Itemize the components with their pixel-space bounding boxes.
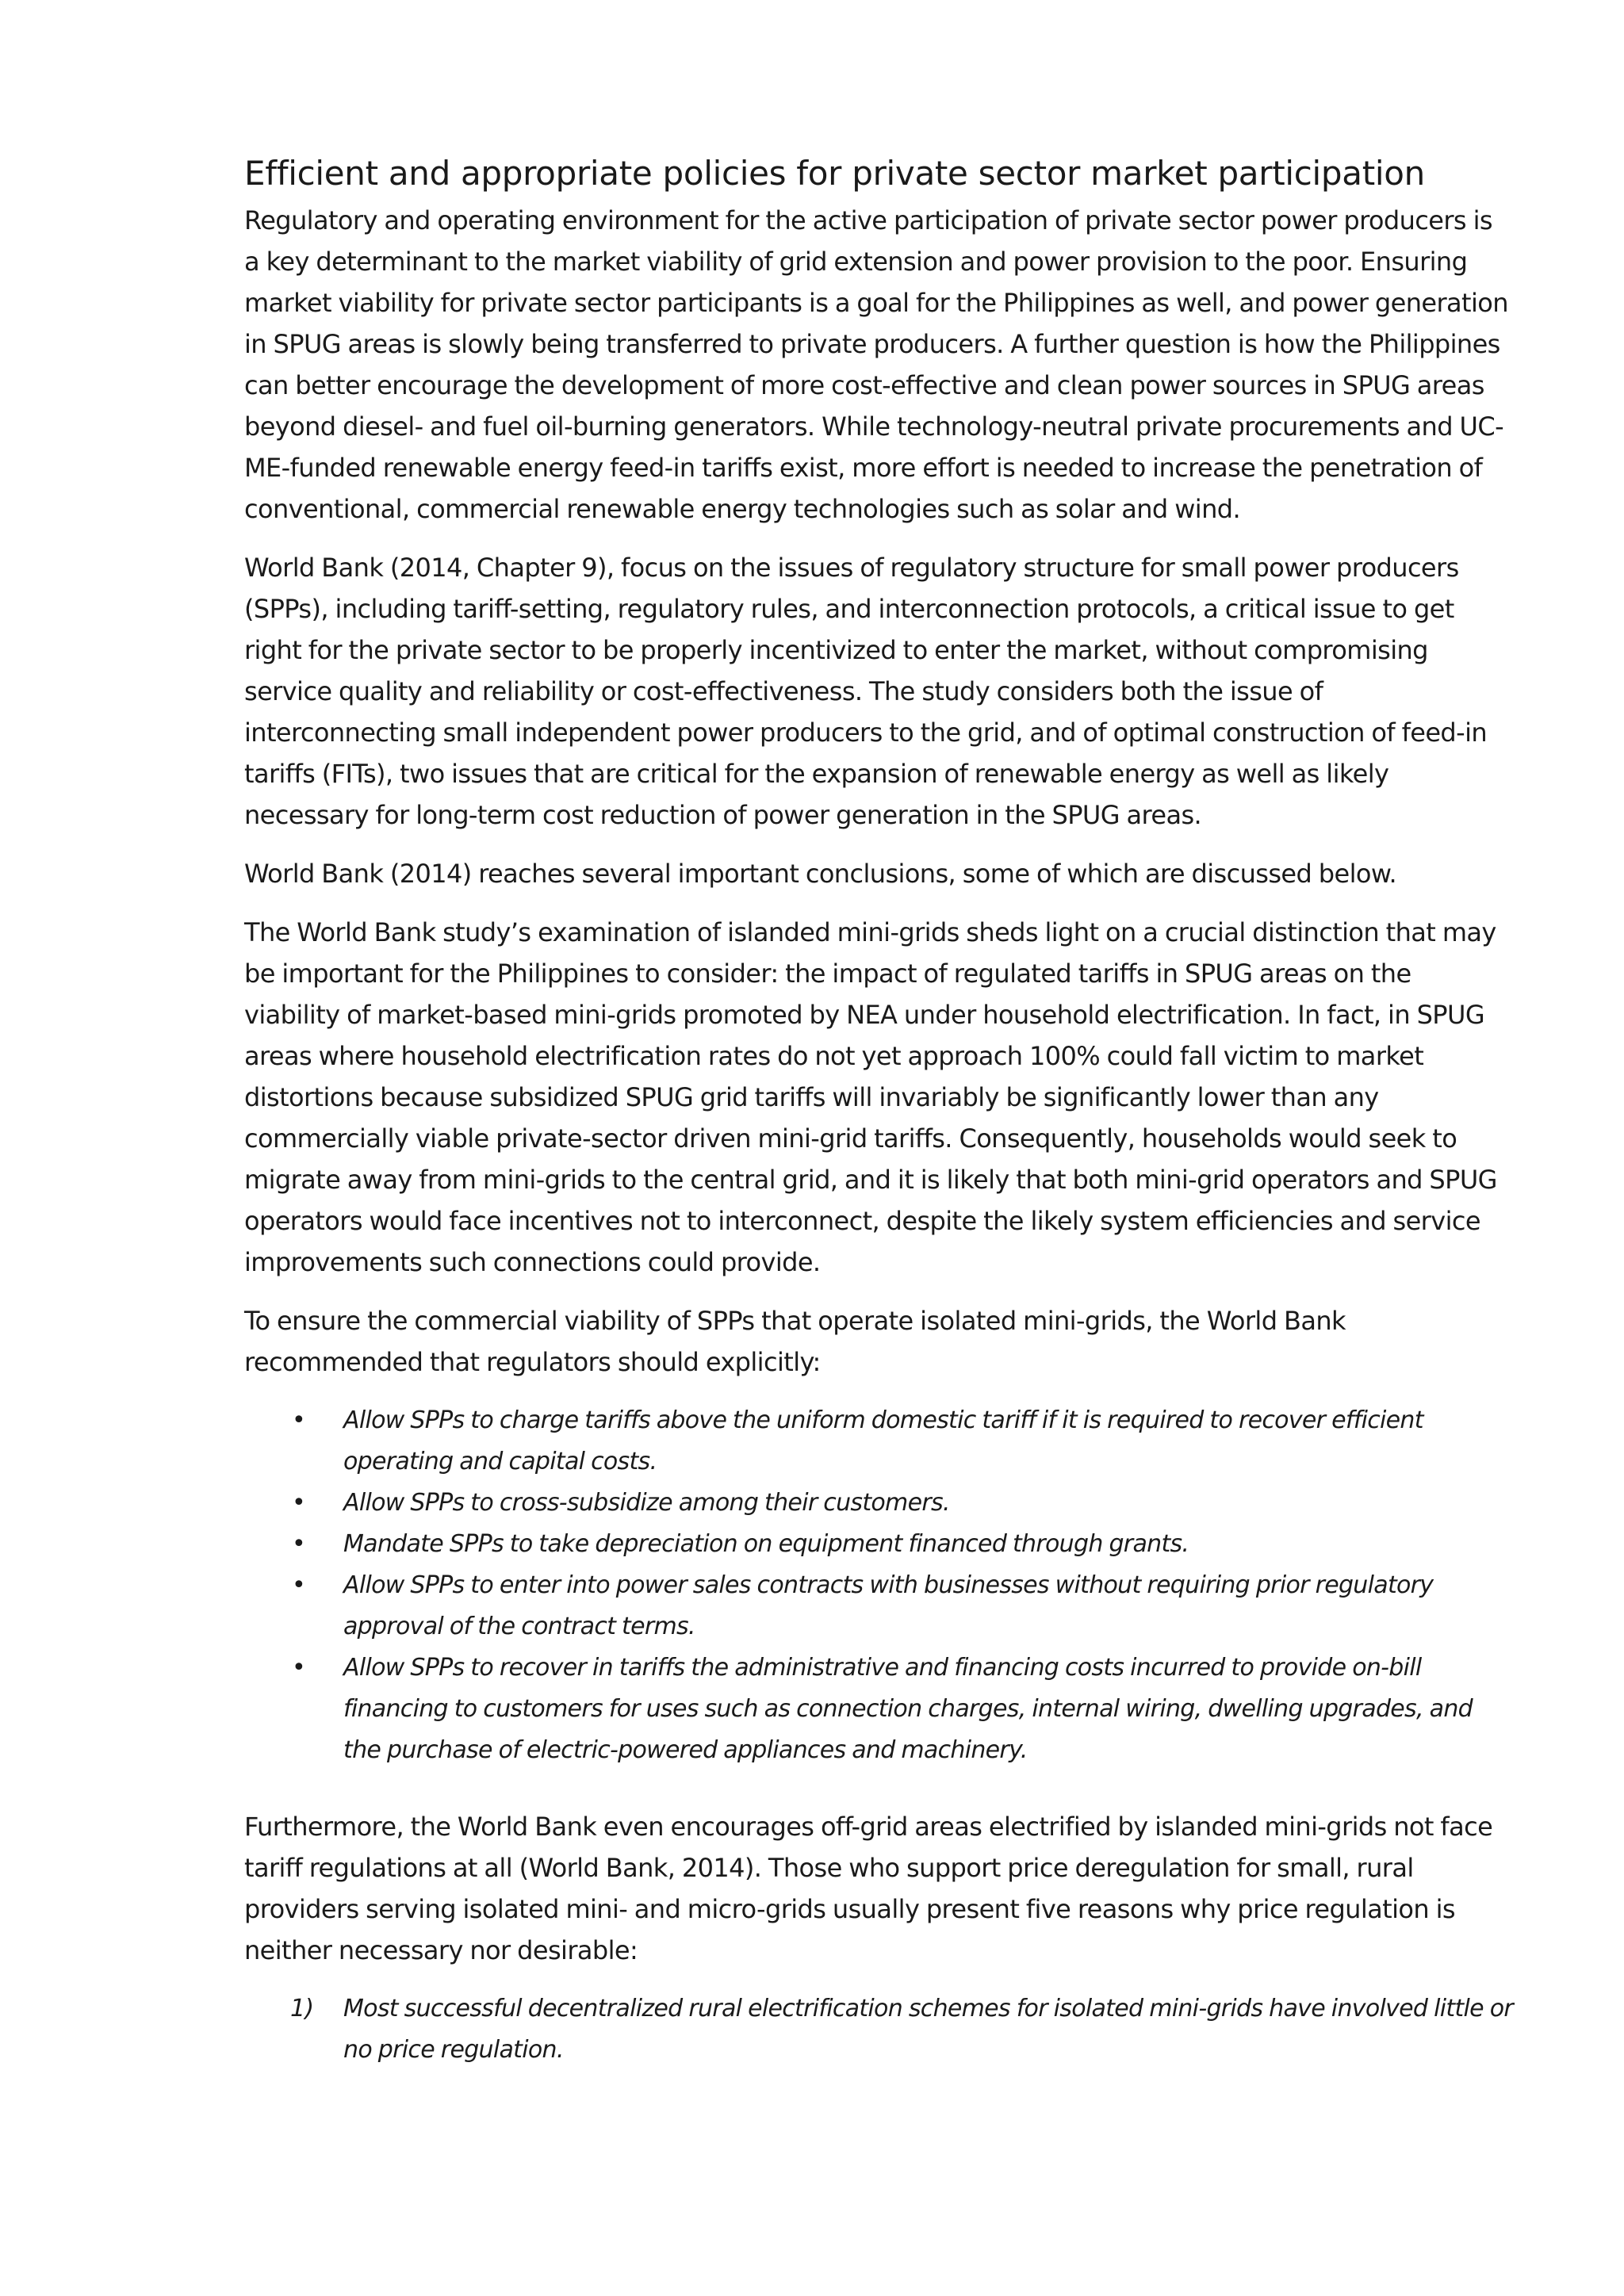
number-marker: 1) — [290, 1995, 314, 2022]
list-item — [244, 1647, 1513, 1771]
paragraph-world-bank-chapter: World Bank (2014, Chapter 9), focus on the issues of regulatory structure for small power producers (SPPs), including tariff-setting, regulatory rules, and interconnection protocols, a critical issue to get right for the private sector to be properly incentivized to enter the market, without compromising service quality and reliability or cost-effectiveness. The study considers both the issue of interconnecting small independent power producers to the grid, and of optimal construction of feed-in tariffs (FITs), two issues that are critical for the expansion of renewable energy as well as likely necessary for long-term cost reduction of power generation in the SPUG areas. — [244, 553, 1488, 830]
recommendation-list — [244, 1400, 1513, 1771]
list-item — [244, 1483, 1513, 1524]
bullet-marker: • — [292, 1406, 305, 1434]
document-page — [244, 151, 1513, 2106]
list-item-text: Allow SPPs to enter into power sales contracts with businesses without requiring prior regulatory approval of the contract terms. — [343, 1571, 1434, 1640]
paragraph-mini-grids: The World Bank study’s examination of islanded mini-grids sheds light on a crucial distinction that may be important for the Philippines to consider: the impact of regulated tariffs in SPUG areas on the viability of market-based mini-grids promoted by NEA under household electrification. In fact, in SPUG areas where household electrification rates do not yet approach 100% could fall victim to market distortions because subsidized SPUG grid tariffs will invariably be significantly lower than any commercially viable private-sector driven mini-grid tariffs. Consequently, households would seek to migrate away from mini-grids to the central grid, and it is likely that both mini-grid operators and SPUG operators would face incentives not to interconnect, despite the likely system efficiencies and service improvements such connections could provide. — [244, 917, 1497, 1277]
paragraph-recommendations-intro: To ensure the commercial viability of SPPs that operate isolated mini-grids, the World Bank recommended that regulators should explicitly: — [244, 1306, 1346, 1377]
reasons-list — [244, 1988, 1513, 2071]
list-item-text: Allow SPPs to cross-subsidize among their customers. — [343, 1489, 950, 1517]
bullet-marker: • — [292, 1571, 305, 1599]
numbered-item — [244, 1988, 1513, 2071]
list-item — [244, 1400, 1513, 1483]
numbered-item-text: Most successful decentralized rural electrification schemes for isolated mini-grids have involved little or no price regulation. — [343, 1995, 1514, 2064]
list-item-text: Mandate SPPs to take depreciation on equipment financed through grants. — [343, 1530, 1189, 1558]
list-item — [244, 1524, 1513, 1565]
bullet-marker: • — [292, 1654, 305, 1682]
bullet-marker: • — [292, 1489, 305, 1517]
list-item-text: Allow SPPs to charge tariffs above the uniform domestic tariff if it is required to recover efficient operating and capital costs. — [343, 1406, 1423, 1475]
paragraph-intro: Regulatory and operating environment for the active participation of private sector power producers is a key determinant to the market viability of grid extension and power provision to the poor. Ensuring market viability for private sector participants is a goal for the Philippines as well, and power generation in SPUG areas is slowly being transferred to private producers. A further question is how the Philippines can better encourage the development of more cost-effective and clean power sources in SPUG areas beyond diesel- and fuel oil-burning generators. While technology-neutral private procurements and UC-ME-funded renewable energy feed-in tariffs exist, more effort is needed to increase the penetration of conventional, commercial renewable energy technologies such as solar and wind. — [244, 205, 1508, 524]
bullet-marker: • — [292, 1530, 305, 1558]
paragraph-conclusions: World Bank (2014) reaches several important conclusions, some of which are discussed below. — [244, 859, 1397, 889]
section-heading: Efficient and appropriate policies for private sector market participation — [244, 154, 1425, 193]
paragraph-deregulation: Furthermore, the World Bank even encourages off-grid areas electrified by islanded mini-grids not face tariff regulations at all (World Bank, 2014). Those who support price deregulation for small, rural providers serving isolated mini- and micro-grids usually present five reasons why price regulation is neither necessary nor desirable: — [244, 1812, 1493, 1965]
list-item — [244, 1565, 1513, 1647]
list-item-text: Allow SPPs to recover in tariffs the administrative and financing costs incurred to provide on-bill financing to customers for uses such as connection charges, internal wiring, dwelling upgrades, and the purchase of electric-powered appliances and machinery. — [343, 1654, 1473, 1764]
